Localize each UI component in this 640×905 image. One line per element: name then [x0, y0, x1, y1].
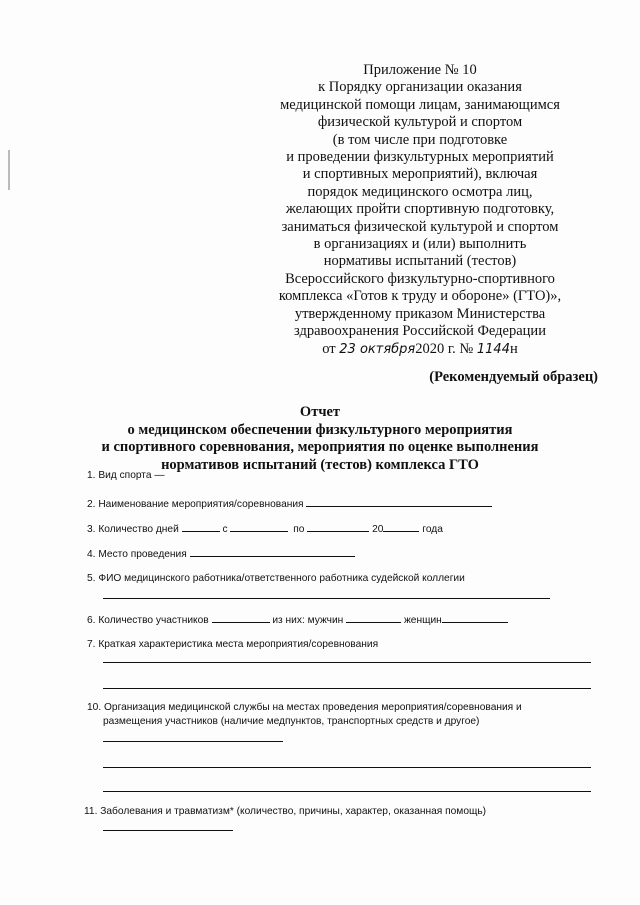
medical-service-line[interactable]: [103, 741, 283, 742]
event-name-blank[interactable]: [306, 497, 492, 507]
medical-service-line[interactable]: [103, 791, 591, 792]
title-line: и спортивного соревнования, мероприятия по оценке выполнения: [101, 439, 539, 455]
appendix-header: [270, 62, 570, 358]
appendix-line: комплекса «Готов к труду и обороне» (ГТО)»,: [278, 288, 562, 305]
scan-artifact: [8, 150, 10, 190]
appendix-line: порядок медицинского осмотра лиц,: [307, 183, 533, 200]
field-injuries: 11. Заболевания и травматизм* (количество, причины, характер, оказанная помощь): [84, 806, 487, 817]
appendix-line: Всероссийского физкультурно-спортивного: [285, 270, 555, 287]
appendix-line: и спортивных мероприятий), включая: [302, 166, 538, 183]
year-blank[interactable]: [383, 522, 419, 532]
sample-label: (Рекомендуемый образец): [429, 369, 598, 385]
women-blank[interactable]: [442, 613, 508, 623]
field-location: 4. Место проведения: [87, 547, 355, 560]
appendix-line: к Порядку организации оказания: [318, 79, 522, 96]
field-sport: 1. Вид спорта —: [87, 470, 165, 481]
field-medical-service: 10. Организация медицинской службы на местах проведения мероприятия/соревнования и: [87, 702, 522, 713]
days-count-blank[interactable]: [182, 522, 220, 532]
appendix-line: заниматься физической культурой и спортом: [281, 218, 559, 235]
field-venue-description: 7. Краткая характеристика места мероприятия/соревнования: [87, 639, 379, 650]
appendix-line: желающих пройти спортивную подготовку,: [285, 201, 555, 218]
injuries-line[interactable]: [103, 830, 233, 831]
appendix-line: в организациях и (или) выполнить: [313, 236, 527, 253]
field-medical-service-cont: размещения участников (наличие медпунктов, транспортных средств и другое): [103, 716, 480, 727]
handwritten-date: 23 октября: [339, 341, 416, 357]
date-to-blank[interactable]: [307, 522, 369, 532]
appendix-line: физической культурой и спортом: [317, 114, 523, 131]
field-event-name: 2. Наименование мероприятия/соревнования: [87, 497, 492, 510]
title-line: нормативов испытаний (тестов) комплекса ГТО: [161, 456, 479, 473]
appendix-line: и проведении физкультурных мероприятий: [286, 149, 554, 166]
appendix-line: утвержденному приказом Министерства: [294, 305, 546, 322]
location-blank[interactable]: [190, 547, 355, 557]
men-blank[interactable]: [346, 613, 401, 623]
title-heading: Отчет: [299, 404, 341, 420]
participants-blank[interactable]: [212, 613, 270, 623]
venue-line[interactable]: [103, 688, 591, 689]
medical-service-line[interactable]: [103, 767, 591, 768]
report-title: [60, 404, 580, 474]
date-from-blank[interactable]: [230, 522, 288, 532]
order-date-line: от 23 октября2020 г. № 1144н: [322, 340, 518, 357]
appendix-line: Приложение № 10: [363, 62, 477, 78]
appendix-line: здравоохранения Российской Федерации: [294, 323, 546, 340]
title-line: о медицинском обеспечении физкультурного мероприятия: [127, 421, 513, 438]
medic-name-line[interactable]: [103, 598, 550, 599]
field-medic-name: 5. ФИО медицинского работника/ответственного работника судейской коллегии: [87, 573, 465, 584]
venue-line[interactable]: [103, 662, 591, 663]
appendix-line: медицинской помощи лицам, занимающимся: [280, 96, 560, 113]
field-participants: 6. Количество участников из них: мужчин женщин: [87, 613, 508, 626]
appendix-line: (в том числе при подготовке: [332, 131, 508, 148]
handwritten-number: 1144: [476, 341, 510, 357]
field-days: 3. Количество дней с по 20 года: [87, 524, 443, 535]
appendix-line: нормативы испытаний (тестов): [323, 253, 517, 270]
